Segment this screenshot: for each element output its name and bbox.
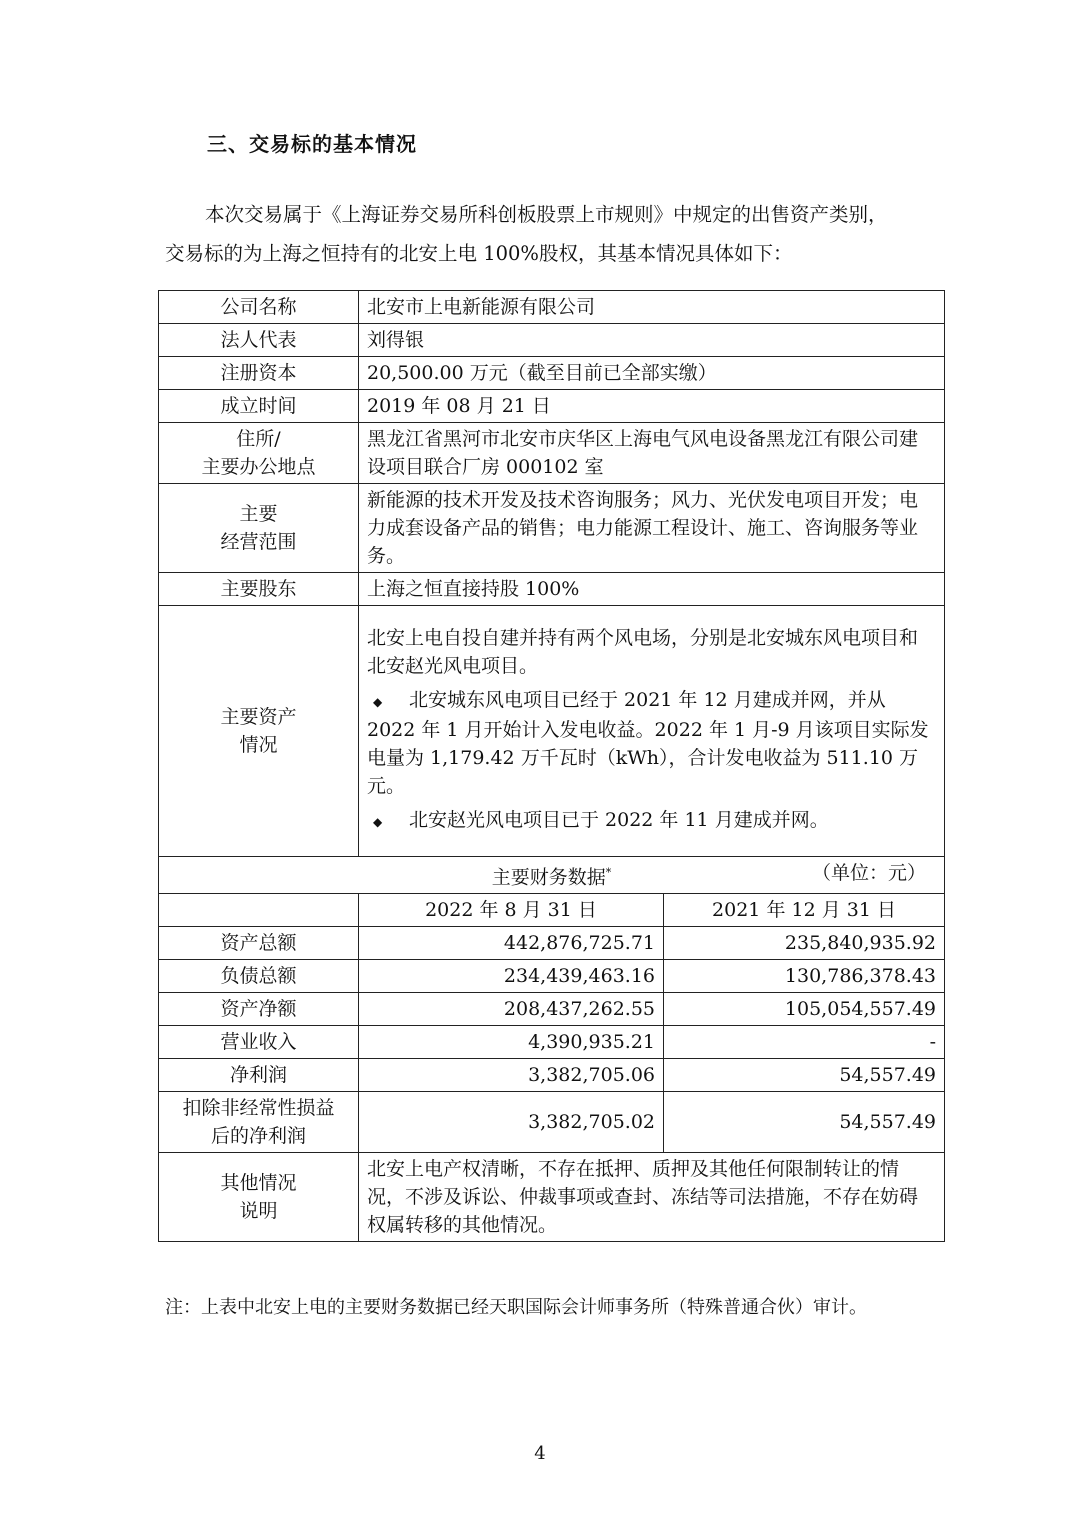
finance-row-label: 负债总额 bbox=[159, 960, 359, 993]
assets-label-line-1: 主要资产 bbox=[220, 706, 297, 728]
capital-label: 注册资本 bbox=[159, 357, 359, 390]
finance-row-v2: 130,786,378.43 bbox=[664, 960, 945, 993]
table-row bbox=[159, 423, 945, 484]
table-row bbox=[159, 993, 945, 1026]
table-note: 注：上表中北安上电的主要财务数据已经天职国际会计师事务所（特殊普通合伙）审计。 bbox=[165, 1297, 867, 1318]
founded-value: 2019 年 08 月 21 日 bbox=[359, 390, 945, 423]
shareholder-label: 主要股东 bbox=[159, 573, 359, 606]
bullet-diamond-icon: ◆ bbox=[373, 815, 383, 829]
table-row bbox=[159, 960, 945, 993]
section-heading: 三、交易标的基本情况 bbox=[207, 132, 417, 156]
table-row bbox=[159, 291, 945, 324]
finance-header-blank bbox=[159, 894, 359, 927]
finance-row-v2: 54,557.49 bbox=[664, 1059, 945, 1092]
company-name-value: 北安市上电新能源有限公司 bbox=[359, 291, 945, 324]
finance-adj-v1: 3,382,705.02 bbox=[359, 1092, 664, 1153]
intro-paragraph bbox=[165, 195, 945, 273]
table-row bbox=[159, 894, 945, 927]
assets-bullet-1 bbox=[367, 686, 936, 800]
assets-label bbox=[159, 606, 359, 857]
bullet-diamond-icon: ◆ bbox=[373, 695, 383, 709]
shareholder-value: 上海之恒直接持股 100% bbox=[359, 573, 945, 606]
other-label bbox=[159, 1153, 359, 1242]
assets-label-line-2: 情况 bbox=[239, 734, 278, 756]
finance-adj-label-line-1: 扣除非经常性损益 bbox=[182, 1097, 335, 1120]
other-value: 北安上电产权清晰，不存在抵押、质押及其他任何限制转让的情况，不涉及诉讼、仲裁事项或查封、冻结等司法措施，不存在妨碍权属转移的其他情况。 bbox=[359, 1153, 945, 1242]
finance-col-2: 2021 年 12 月 31 日 bbox=[664, 894, 945, 927]
finance-row-v2: - bbox=[664, 1026, 945, 1059]
finance-row-v1: 442,876,725.71 bbox=[359, 927, 664, 960]
table-row bbox=[159, 484, 945, 573]
finance-adj-v2: 54,557.49 bbox=[664, 1092, 945, 1153]
finance-unit: （单位：元） bbox=[812, 862, 927, 884]
basic-info-table bbox=[158, 290, 945, 1242]
scope-label-line-1: 主要 bbox=[239, 503, 278, 525]
legal-rep-value: 刘得银 bbox=[359, 324, 945, 357]
finance-title-cell bbox=[159, 857, 945, 894]
table-row bbox=[159, 606, 945, 857]
finance-adj-label-line-2: 后的净利润 bbox=[210, 1125, 306, 1148]
capital-value: 20,500.00 万元（截至目前已全部实缴） bbox=[359, 357, 945, 390]
scope-label-line-2: 经营范围 bbox=[220, 531, 297, 553]
finance-title-mark: * bbox=[605, 866, 612, 879]
intro-line-2: 交易标的为上海之恒持有的北安上电 100%股权，其基本情况具体如下： bbox=[165, 242, 793, 265]
table-row bbox=[159, 390, 945, 423]
finance-row-v1: 208,437,262.55 bbox=[359, 993, 664, 1026]
finance-row-v1: 234,439,463.16 bbox=[359, 960, 664, 993]
other-label-line-1: 其他情况 bbox=[220, 1172, 297, 1195]
assets-bullet-2 bbox=[367, 806, 936, 836]
finance-title: 主要财务数据 bbox=[491, 866, 606, 889]
page-number: 4 bbox=[534, 1443, 546, 1464]
company-name-label: 公司名称 bbox=[159, 291, 359, 324]
table-row bbox=[159, 357, 945, 390]
address-label-line-2: 主要办公地点 bbox=[201, 456, 316, 478]
finance-adj-label bbox=[159, 1092, 359, 1153]
finance-col-1: 2022 年 8 月 31 日 bbox=[359, 894, 664, 927]
table-row bbox=[159, 1092, 945, 1153]
other-label-line-2: 说明 bbox=[239, 1200, 278, 1223]
assets-intro: 北安上电自投自建并持有两个风电场，分别是北安城东风电项目和北安赵光风电项目。 bbox=[367, 627, 919, 677]
assets-value bbox=[359, 606, 945, 857]
finance-row-label: 资产总额 bbox=[159, 927, 359, 960]
scope-value: 新能源的技术开发及技术咨询服务；风力、光伏发电项目开发；电力成套设备产品的销售；电力能源工程设计、施工、咨询服务等业务。 bbox=[359, 484, 945, 573]
finance-row-v2: 105,054,557.49 bbox=[664, 993, 945, 1026]
table-row bbox=[159, 1026, 945, 1059]
finance-row-label: 资产净额 bbox=[159, 993, 359, 1026]
finance-row-label: 营业收入 bbox=[159, 1026, 359, 1059]
address-value: 黑龙江省黑河市北安市庆华区上海电气风电设备黑龙江有限公司建设项目联合厂房 000102 室 bbox=[359, 423, 945, 484]
assets-bullet-1-text: 北安城东风电项目已经于 2021 年 12 月建成并网，并从 2022 年 1 月开始计入发电收益。2022 年 1 月-9 月该项目实际发电量为 1,179.42 万千瓦时（kWh），合计发电收益为 511.10 万元。 bbox=[367, 689, 929, 797]
scope-label bbox=[159, 484, 359, 573]
founded-label: 成立时间 bbox=[159, 390, 359, 423]
table-row bbox=[159, 927, 945, 960]
finance-row-v1: 3,382,705.06 bbox=[359, 1059, 664, 1092]
table-row bbox=[159, 1059, 945, 1092]
finance-row-label: 净利润 bbox=[159, 1059, 359, 1092]
finance-row-v2: 235,840,935.92 bbox=[664, 927, 945, 960]
intro-line-1: 本次交易属于《上海证券交易所科创板股票上市规则》中规定的出售资产类别， bbox=[205, 203, 888, 226]
table-row bbox=[159, 1153, 945, 1242]
address-label bbox=[159, 423, 359, 484]
assets-bullet-2-text: 北安赵光风电项目已于 2022 年 11 月建成并网。 bbox=[409, 809, 829, 831]
legal-rep-label: 法人代表 bbox=[159, 324, 359, 357]
table-row bbox=[159, 573, 945, 606]
table-row bbox=[159, 857, 945, 894]
address-label-line-1: 住所/ bbox=[236, 428, 281, 450]
table-row bbox=[159, 324, 945, 357]
finance-row-v1: 4,390,935.21 bbox=[359, 1026, 664, 1059]
